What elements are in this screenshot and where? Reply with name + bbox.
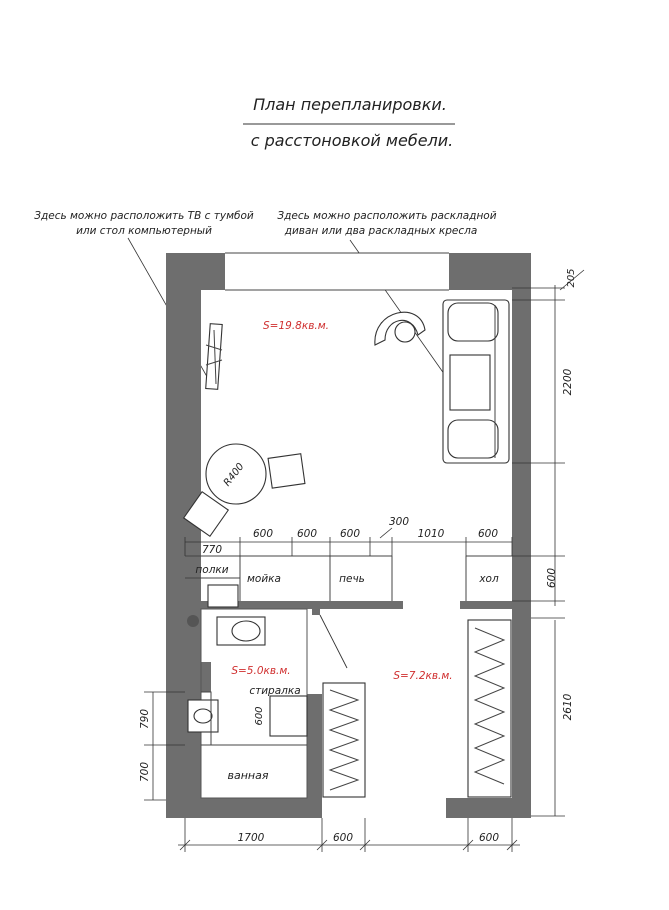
plan-title-line1: План перепланировки. (253, 95, 447, 114)
dim-600-right: 600 (546, 567, 558, 589)
dim-600-bottom-mid: 600 (332, 832, 354, 844)
dim-700: 700 (139, 761, 151, 783)
label-r400: R400 (221, 461, 247, 489)
dim-2200: 2200 (562, 368, 574, 396)
dim-770: 770 (201, 544, 223, 556)
label-shelves: полки (195, 564, 229, 576)
dim-790: 790 (139, 708, 151, 730)
plan-title-line2: с расстоновкой мебели. (250, 131, 454, 150)
dim-600-k1: 600 (252, 528, 274, 540)
dim-600-k3: 600 (339, 528, 361, 540)
dim-1700: 1700 (237, 832, 265, 844)
dim-300: 300 (388, 516, 410, 528)
wardrobe-right (468, 620, 511, 797)
label-stove: печь (339, 573, 365, 585)
area-hall: S=7.2кв.м. (393, 670, 453, 682)
note-tv-line2: или стол компьютерный (76, 225, 212, 237)
dim-600-washer: 600 (254, 706, 265, 726)
dim-2610: 2610 (562, 693, 574, 721)
label-fridge: хол (479, 573, 499, 585)
label-washer: стиралка (249, 685, 301, 697)
door-swing-line (320, 615, 347, 668)
window-opening (225, 253, 449, 290)
note-sofa-line1: Здесь можно расположить раскладной (277, 210, 497, 222)
armchair-curved (375, 312, 425, 345)
dim-600-k4: 600 (477, 528, 499, 540)
sofa (443, 300, 509, 463)
area-living: S=19.8кв.м. (263, 320, 329, 332)
tv-unit (206, 324, 223, 390)
dim-1010: 1010 (417, 528, 445, 540)
area-bath: S=5.0кв.м. (231, 665, 291, 677)
note-tv-line1: Здесь можно расположить ТВ с тумбой (34, 210, 254, 222)
label-bath: ванная (227, 769, 269, 782)
dim-600-bottom-right: 600 (478, 832, 500, 844)
dim-205: 205 (566, 268, 577, 288)
note-sofa-line2: диван или два раскладных кресла (284, 225, 478, 237)
label-sink: мойка (247, 573, 281, 585)
dim-600-k2: 600 (296, 528, 318, 540)
wardrobe-left (323, 683, 365, 797)
round-table (184, 444, 305, 536)
